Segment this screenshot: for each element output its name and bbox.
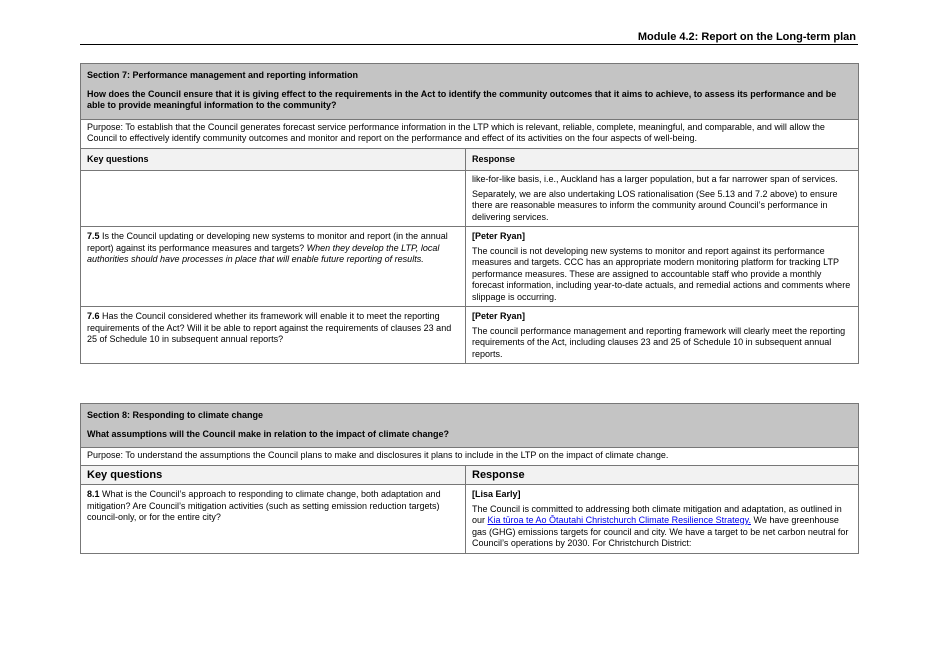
question-text: What is the Council’s approach to responding to climate change, both adaptation and mitigation? Are Council’s mitigation activities (such as setting emission reduction targets) council-only, or for the entire city? xyxy=(87,489,441,522)
response-cell-7-5 xyxy=(466,227,859,307)
section-8-table xyxy=(80,403,859,554)
module-title: Module 4.2: Report on the Long-term plan xyxy=(637,31,856,43)
table-row xyxy=(81,307,859,364)
section-7-title: Section 7: Performance management and reporting information xyxy=(87,70,359,80)
section-7-question: How does the Council ensure that it is giving effect to the requirements in the Act to identify the community outcomes that it aims to achieve, to assess its performance and be able to provide meaningful information to the community? xyxy=(87,88,837,110)
responder-name: [Lisa Early] xyxy=(472,489,521,499)
response-text: The council performance management and reporting framework will clearly meet the reporting requirements of the Act, including clauses 23 and 25 of Schedule 10 in subsequent annual reports. xyxy=(472,325,846,359)
table-row xyxy=(81,485,859,554)
section-7-heading xyxy=(81,64,859,120)
response-text-before-link: The Council is committed to addressing both climate mitigation and adaptation, as outlined in our xyxy=(472,503,842,525)
section-7-table xyxy=(80,63,859,364)
table-row xyxy=(81,171,859,227)
question-italic-text: When they develop the LTP, local authorities should have processes in place that will enable future reporting of results. xyxy=(87,242,440,264)
section-7-purpose: Purpose: To establish that the Council generates forecast service performance information in the LTP which is relevant, reliable, complete, meaningful, and comparable, and will allow the Council to effectively identify community outcomes and monitor and report on the performance and effect of its activities on the four aspects of well-being. xyxy=(81,119,859,148)
continuation-paragraph-2: Separately, we are also undertaking LOS rationalisation (See 5.13 and 7.2 above) to ensure there are reasonable measures to inform the community around Council’s performance in delivering services. xyxy=(472,188,838,222)
question-cell-7-6 xyxy=(81,307,466,364)
response-text: The council is not developing new systems to monitor and report against its performance measures and targets. CCC has an appropriate modern monitoring platform for tracking LTP performance measures. These are assigned to accountable staff who provide a monthly forecast information, including year-to-date actuals, and remedial actions and comments where slippage is occurring. xyxy=(472,245,851,302)
question-number: 7.6 xyxy=(87,311,100,321)
response-cell-7-6 xyxy=(466,307,859,364)
table-row xyxy=(81,227,859,307)
response-cell-8-1 xyxy=(466,485,859,554)
response-cell-continuation xyxy=(466,171,859,227)
question-number: 8.1 xyxy=(87,489,100,499)
response-text-after-link: We have greenhouse gas (GHG) emissions targets for council and city. We have a target to be net carbon neutral for Council’s operations by 2030. For Christchurch District: xyxy=(472,515,849,548)
question-number: 7.5 xyxy=(87,231,100,241)
climate-strategy-link[interactable]: Kia tūroa te Ao Ōtautahi Christchurch Climate Resilience Strategy. xyxy=(487,515,751,525)
section-8-purpose: Purpose: To understand the assumptions the Council plans to make and disclosures it plans to include in the LTP on the impact of climate change. xyxy=(81,448,859,466)
question-text: Has the Council considered whether its framework will enable it to meet the reporting requirements of the Act? Will it be able to report against the requirements of clauses 23 and 25 of Schedule 10 in subsequent annual reports? xyxy=(87,311,452,344)
page-header xyxy=(80,30,858,45)
section-8-col-response: Response xyxy=(466,465,859,485)
continuation-paragraph-1: like-for-like basis, i.e., Auckland has a larger population, but a far narrower span of services. xyxy=(472,174,838,184)
question-text: Is the Council updating or developing new systems to monitor and report (in the annual report) against its performance measures and targets? xyxy=(87,231,448,253)
responder-name: [Peter Ryan] xyxy=(472,311,526,321)
section-7-col-questions: Key questions xyxy=(81,148,466,171)
section-8-title: Section 8: Responding to climate change xyxy=(87,410,264,420)
question-cell-empty xyxy=(81,171,466,227)
question-cell-7-5 xyxy=(81,227,466,307)
section-8-question: What assumptions will the Council make in relation to the impact of climate change? xyxy=(87,428,450,439)
response-text xyxy=(472,504,852,550)
section-8-col-questions: Key questions xyxy=(81,465,466,485)
section-8-heading xyxy=(81,404,859,448)
section-7-col-response: Response xyxy=(466,148,859,171)
question-cell-8-1 xyxy=(81,485,466,554)
responder-name: [Peter Ryan] xyxy=(472,231,526,241)
